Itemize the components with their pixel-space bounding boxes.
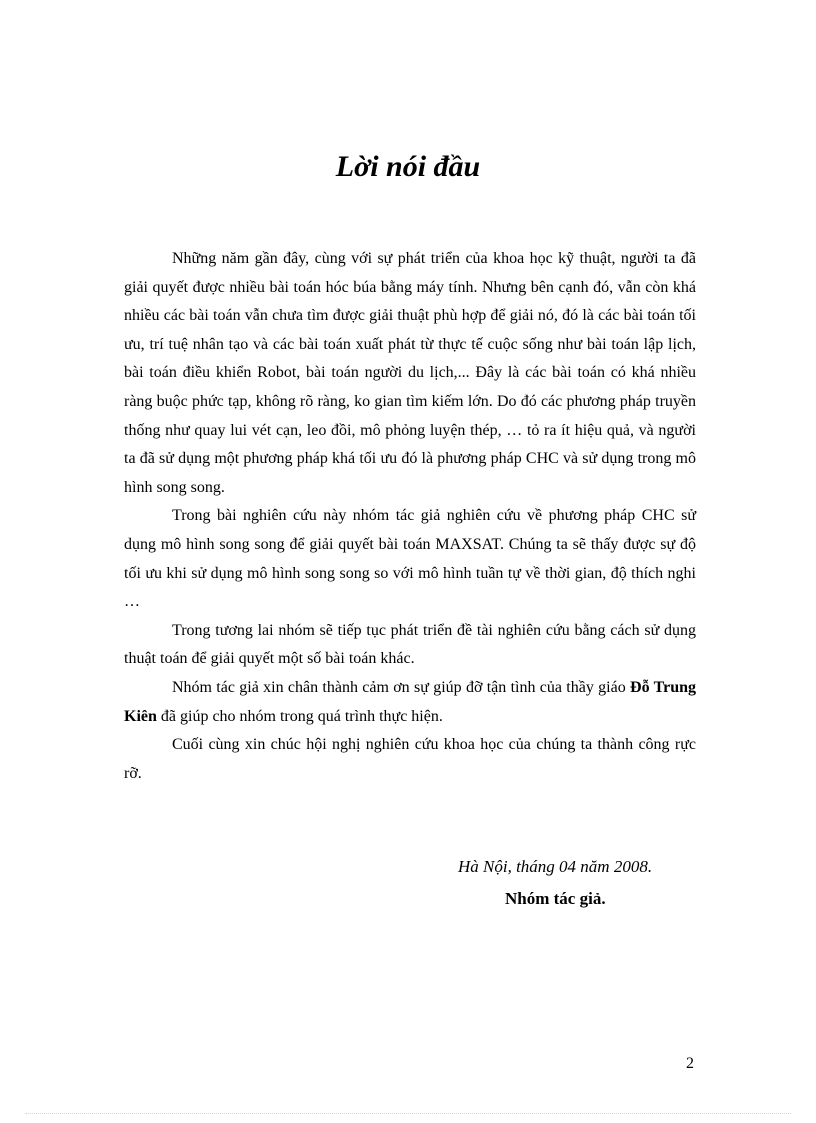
page-bottom-divider [25,1113,791,1114]
signature-author: Nhóm tác giả. [505,889,606,908]
paragraph-research: Trong bài nghiên cứu này nhóm tác giả nghiên cứu về phương pháp CHC sử dụng mô hình song song để giải quyết bài toán MAXSAT. Chúng ta sẽ thấy được sự độ tối ưu khi sử dụng mô hình song song so với mô hình tuần tự về thời gian, độ thích nghi … [124,507,696,611]
paragraph-closing: Cuối cùng xin chúc hội nghị nghiên cứu khoa học của chúng ta thành công rực rỡ. [124,736,696,782]
paragraph-thanks [124,674,696,731]
thanks-text-before: Nhóm tác giả xin chân thành cảm ơn sự giúp đỡ tận tình của thầy giáo [172,678,631,696]
thanks-text-after: đã giúp cho nhóm trong quá trình thực hiện. [156,707,443,725]
page-title: Lời nói đầu [335,150,481,183]
page-number: 2 [686,1055,694,1072]
paragraph-intro: Những năm gần đây, cùng với sự phát triển của khoa học kỹ thuật, người ta đã giải quyết được nhiều bài toán hóc búa bằng máy tính. Nhưng bên cạnh đó, vẫn còn khá nhiều các bài toán vẫn chưa tìm được giải thuật phù hợp để giải nó, đó là các bài toán tối ưu, trí tuệ nhân tạo và các bài toán xuất phát từ thực tế cuộc sống như bài toán lập lịch, bài toán điều khiển Robot, bài toán người du lịch,... Đây là các bài toán có khá nhiều ràng buộc phức tạp, không rõ ràng, ko gian tìm kiếm lớn. Do đó các phương pháp truyền thống như quay lui vét cạn, leo đồi, mô phỏng luyện thép, … tỏ ra ít hiệu quả, và người ta đã sử dụng một phương pháp khá tối ưu đó là phương pháp CHC và sử dụng trong mô hình song song. [124,250,696,496]
signature-place-date: Hà Nội, tháng 04 năm 2008. [458,857,653,876]
paragraph-future: Trong tương lai nhóm sẽ tiếp tục phát triển đề tài nghiên cứu bằng cách sử dụng thuật toán để giải quyết một số bài toán khác. [124,621,696,668]
body-text [124,245,696,788]
advisor-name: Đỗ Trung Kiên [124,678,696,725]
